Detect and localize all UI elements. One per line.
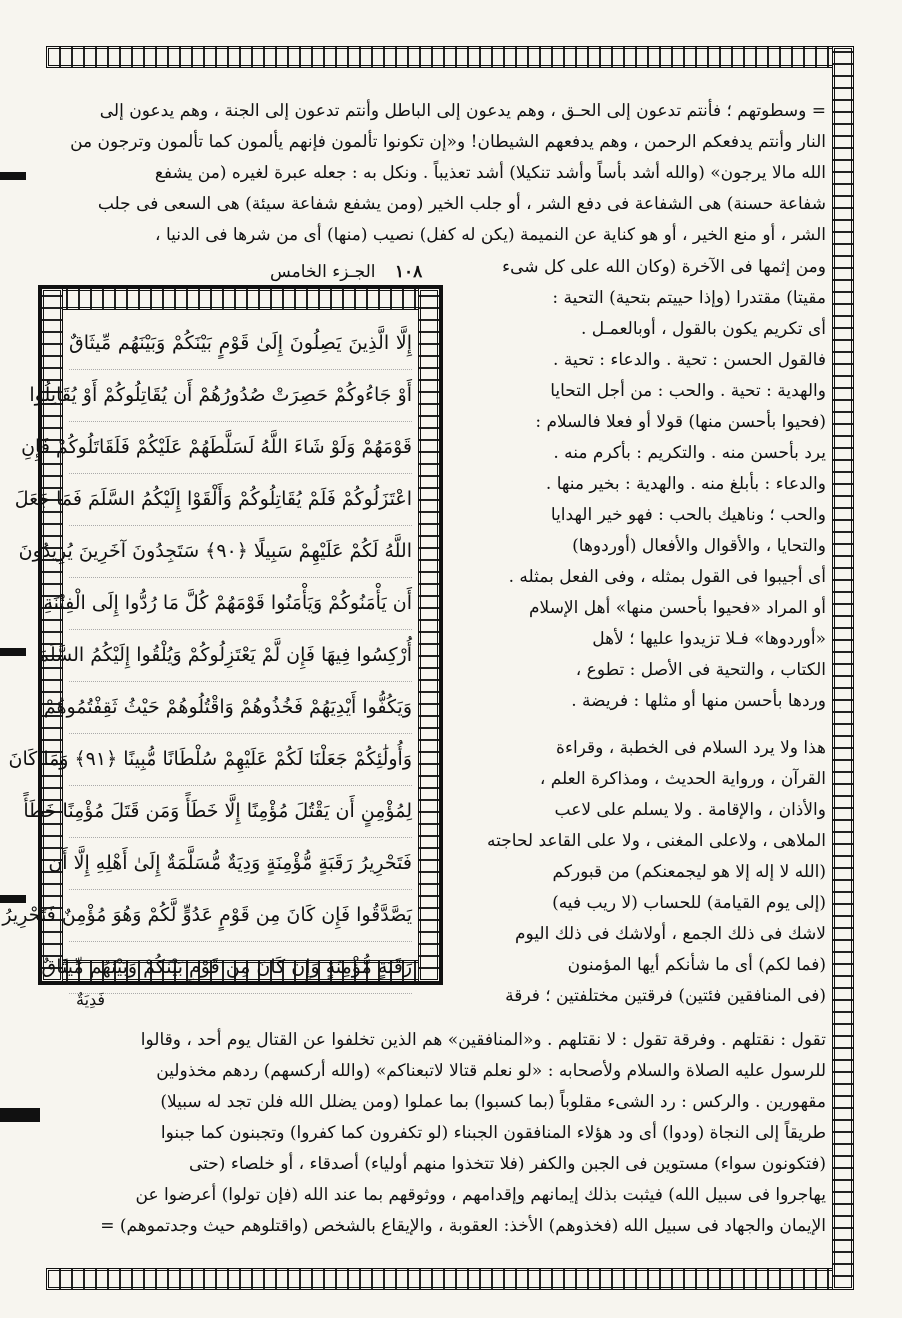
text-line: (فحيوا بأحسن منها) قولا أو فعلا فالسلام : bbox=[535, 412, 826, 432]
text-line: النار وأنتم يدفعكم الرحمن ، وهم يدفعهم الشيطان! و«إن تكونوا تألمون فإنهم يألمون كما تألمون وترجون من bbox=[70, 132, 826, 152]
text-line: والدعاء : بأبلغ منه . والهدية : بخير منها . bbox=[545, 474, 826, 494]
text-line: الإيمان والجهاد فى سبيل الله (فخذوهم) الأخذ: العقوبة ، والإيقاع بالشخص (واقتلوهم حيث وجدتموهم) = bbox=[100, 1216, 826, 1236]
text-line: هذا ولا يرد السلام فى الخطبة ، وقراءة bbox=[556, 738, 826, 758]
text-line: مقيتا) مقتدرا (وإذا حييتم بتحية) التحية : bbox=[552, 288, 826, 308]
verse-line: أَن يَأْمَنُوكُمْ وَيَأْمَنُوا قَوْمَهُمْ كُلَّ مَا رُدُّوا إِلَى الْفِتْنَةِ bbox=[69, 578, 412, 630]
text-line: للرسول عليه الصلاة والسلام ولأصحابه : «لو نعلم قتالا لاتبعناكم» (والله أركسهم) ردهم مخذولين bbox=[156, 1061, 826, 1081]
text-line: والأذان ، والإقامة . ولا يسلم على لاعب bbox=[554, 800, 826, 820]
text-line: الشر ، أو منع الخير ، أو هو كناية عن النميمة (يكن له كفل) نصيب (منها) أى من شرها فى الدنيا ، bbox=[155, 225, 826, 245]
text-line: أى تكريم يكون بالقول ، أوبالعمـل . bbox=[580, 319, 826, 339]
text-line: طريقاً إلى النجاة (ودوا) أى ود هؤلاء المنافقون الجبناء (لو تكفرون كما كفروا) وتجبنون كما جبنوا bbox=[160, 1123, 826, 1143]
text-line: (الله لا إله إلا هو ليجمعنكم) من قبوركم bbox=[552, 862, 826, 882]
commentary-top bbox=[50, 96, 826, 251]
right-ornamental-border bbox=[832, 46, 854, 1290]
text-line: والحب ؛ وناهيك بالحب : فهو خير الهدايا bbox=[550, 505, 826, 525]
commentary-bottom bbox=[50, 1025, 826, 1242]
margin-mark bbox=[0, 172, 26, 180]
text-line: والهدية : تحية . والحب : من أجل التحايا bbox=[550, 381, 826, 401]
box-border-top bbox=[41, 288, 440, 310]
verse-line: رَقَبَةٍ مُّؤْمِنَةٍ وَإِن كَانَ مِن قَوْمٍ بَيْنَكُمْ وَبَيْنَهُم مِّيثَاقٌ bbox=[69, 942, 412, 994]
text-line: (فما لكم) أى ما شأنكم أيها المؤمنون bbox=[567, 955, 826, 975]
text-line: ومن إثمها فى الآخرة (وكان الله على كل شىء bbox=[502, 257, 826, 277]
page-number: ١٠٨ bbox=[394, 262, 423, 282]
verse-line: أَوْ جَاءُوكُمْ حَصِرَتْ صُدُورُهُمْ أَن يُقَاتِلُوكُمْ أَوْ يُقَاتِلُوا bbox=[69, 370, 412, 422]
verse-line: قَوْمَهُمْ وَلَوْ شَاءَ اللَّهُ لَسَلَّطَهُمْ عَلَيْكُمْ فَلَقَاتَلُوكُمْ فَإِنِ bbox=[69, 422, 412, 474]
quran-verses bbox=[2, 318, 412, 994]
catchword: فَدِيَةٌ bbox=[76, 990, 106, 1009]
verse-line: اللَّهُ لَكُمْ عَلَيْهِمْ سَبِيلًا ﴿٩٠﴾ سَتَجِدُونَ آخَرِينَ يُرِيدُونَ bbox=[69, 526, 412, 578]
text-line: أى أجيبوا فى القول بمثله ، وفى الفعل بمثله . bbox=[508, 567, 826, 587]
text-line: تقول : نقتلهم . وفرقة تقول : لا نقتلهم . و«المنافقين» هم الذين تخلفوا عن القتال يوم أحد ، وقالوا bbox=[140, 1030, 826, 1050]
text-line: «أوردوها» فـلا تزيدوا عليها ؛ لأهل bbox=[592, 629, 826, 649]
verse-line: إِلَّا الَّذِينَ يَصِلُونَ إِلَىٰ قَوْمٍ بَيْنَكُمْ وَبَيْنَهُم مِّيثَاقٌ bbox=[69, 318, 412, 370]
text-line: الكتاب ، والتحية فى الأصل : تطوع ، bbox=[575, 660, 826, 680]
verse-line: لِمُؤْمِنٍ أَن يَقْتُلَ مُؤْمِنًا إِلَّا خَطَأً وَمَن قَتَلَ مُؤْمِنًا خَطَأً bbox=[69, 786, 412, 838]
text-line: يهاجروا فى سبيل الله) فيثبت بذلك إيمانهم وإقدامهم ، ووثوقهم بما عند الله (فإن تولوا) أعرضوا عن bbox=[135, 1185, 826, 1205]
verse-line: وَيَكُفُّوا أَيْدِيَهُمْ فَخُذُوهُمْ وَاقْتُلُوهُمْ حَيْثُ ثَقِفْتُمُوهُمْ bbox=[69, 682, 412, 734]
text-line: (إلى يوم القيامة) للحساب (لا ريب فيه) bbox=[552, 893, 826, 913]
part-title: الجـزء الخامس bbox=[270, 262, 376, 282]
text-line: والتحايا ، والأقوال والأفعال (أوردوها) bbox=[572, 536, 826, 556]
text-line: القرآن ، ورواية الحديث ، ومذاكرة العلم ، bbox=[539, 769, 826, 789]
text-line: وردها بأحسن منها أو مثلها : فريضة . bbox=[571, 691, 826, 711]
text-line: (فى المنافقين فئتين) فرقتين مختلفتين ؛ فرقة bbox=[505, 986, 826, 1006]
paragraph-gap bbox=[450, 717, 826, 733]
text-line: لاشك فى ذلك الجمع ، أولاشك فى ذلك اليوم bbox=[514, 924, 826, 944]
bottom-ornamental-border bbox=[46, 1268, 854, 1290]
text-line: فالقول الحسن : تحية . والدعاء : تحية . bbox=[553, 350, 826, 370]
verse-line: فَتَحْرِيرُ رَقَبَةٍ مُّؤْمِنَةٍ وَدِيَةٌ مُّسَلَّمَةٌ إِلَىٰ أَهْلِهِ إِلَّا أَن bbox=[69, 838, 412, 890]
margin-mark bbox=[0, 1108, 40, 1122]
verse-line: وَأُولَٰئِكُمْ جَعَلْنَا لَكُمْ عَلَيْهِمْ سُلْطَانًا مُّبِينًا ﴿٩١﴾ وَمَا كَانَ bbox=[69, 734, 412, 786]
text-line: (فتكونون سواء) مستوين فى الجبن والكفر (فلا تتخذوا منهم أولياء) أصدقاء ، أو خلصاء (حتى bbox=[189, 1154, 826, 1174]
text-line: الله مالا يرجون» (والله أشد بأساً وأشد تنكيلا) أشد تعذيباً . ونكل به : جعله عبرة لغيره (من يشفع bbox=[154, 163, 826, 183]
box-border-right bbox=[418, 288, 440, 982]
commentary-right-column bbox=[450, 252, 826, 1012]
text-line: شفاعة حسنة) هى الشفاعة فى دفع الشر ، أو جلب الخير (ومن يشفع شفاعة سيئة) هى السعى فى جلب bbox=[97, 194, 826, 214]
text-line: أو المراد «فحيوا بأحسن منها» أهل الإسلام bbox=[529, 598, 826, 618]
text-line: مقهورين . والركس : رد الشىء مقلوباً (بما كسبوا) بما عملوا (ومن يضلل الله فلن تجد له سبيلا) bbox=[160, 1092, 826, 1112]
text-line: الملاهى ، ولاعلى المغنى ، ولا على القاعد لحاجته bbox=[487, 831, 826, 851]
text-line: = وسطوتهم ؛ فأنتم تدعون إلى الحـق ، وهم يدعون إلى الباطل وأنتم تدعون إلى الجنة ، وهم يدعون إلى bbox=[99, 101, 826, 121]
quran-text-box bbox=[2, 285, 443, 985]
page-header bbox=[270, 262, 422, 282]
top-ornamental-border bbox=[46, 46, 854, 68]
verse-line: يَصَّدَّقُوا فَإِن كَانَ مِن قَوْمٍ عَدُوٍّ لَّكُمْ وَهُوَ مُؤْمِنٌ فَتَحْرِيرُ bbox=[69, 890, 412, 942]
text-line: يرد بأحسن منه . والتكريم : بأكرم منه . bbox=[553, 443, 826, 463]
margin-mark bbox=[0, 648, 26, 656]
verse-line: اعْتَزَلُوكُمْ فَلَمْ يُقَاتِلُوكُمْ وَأَلْقَوْا إِلَيْكُمُ السَّلَمَ فَمَا جَعَلَ bbox=[69, 474, 412, 526]
verse-line: أُرْكِسُوا فِيهَا فَإِن لَّمْ يَعْتَزِلُوكُمْ وَيُلْقُوا إِلَيْكُمُ السَّلَمَ bbox=[69, 630, 412, 682]
